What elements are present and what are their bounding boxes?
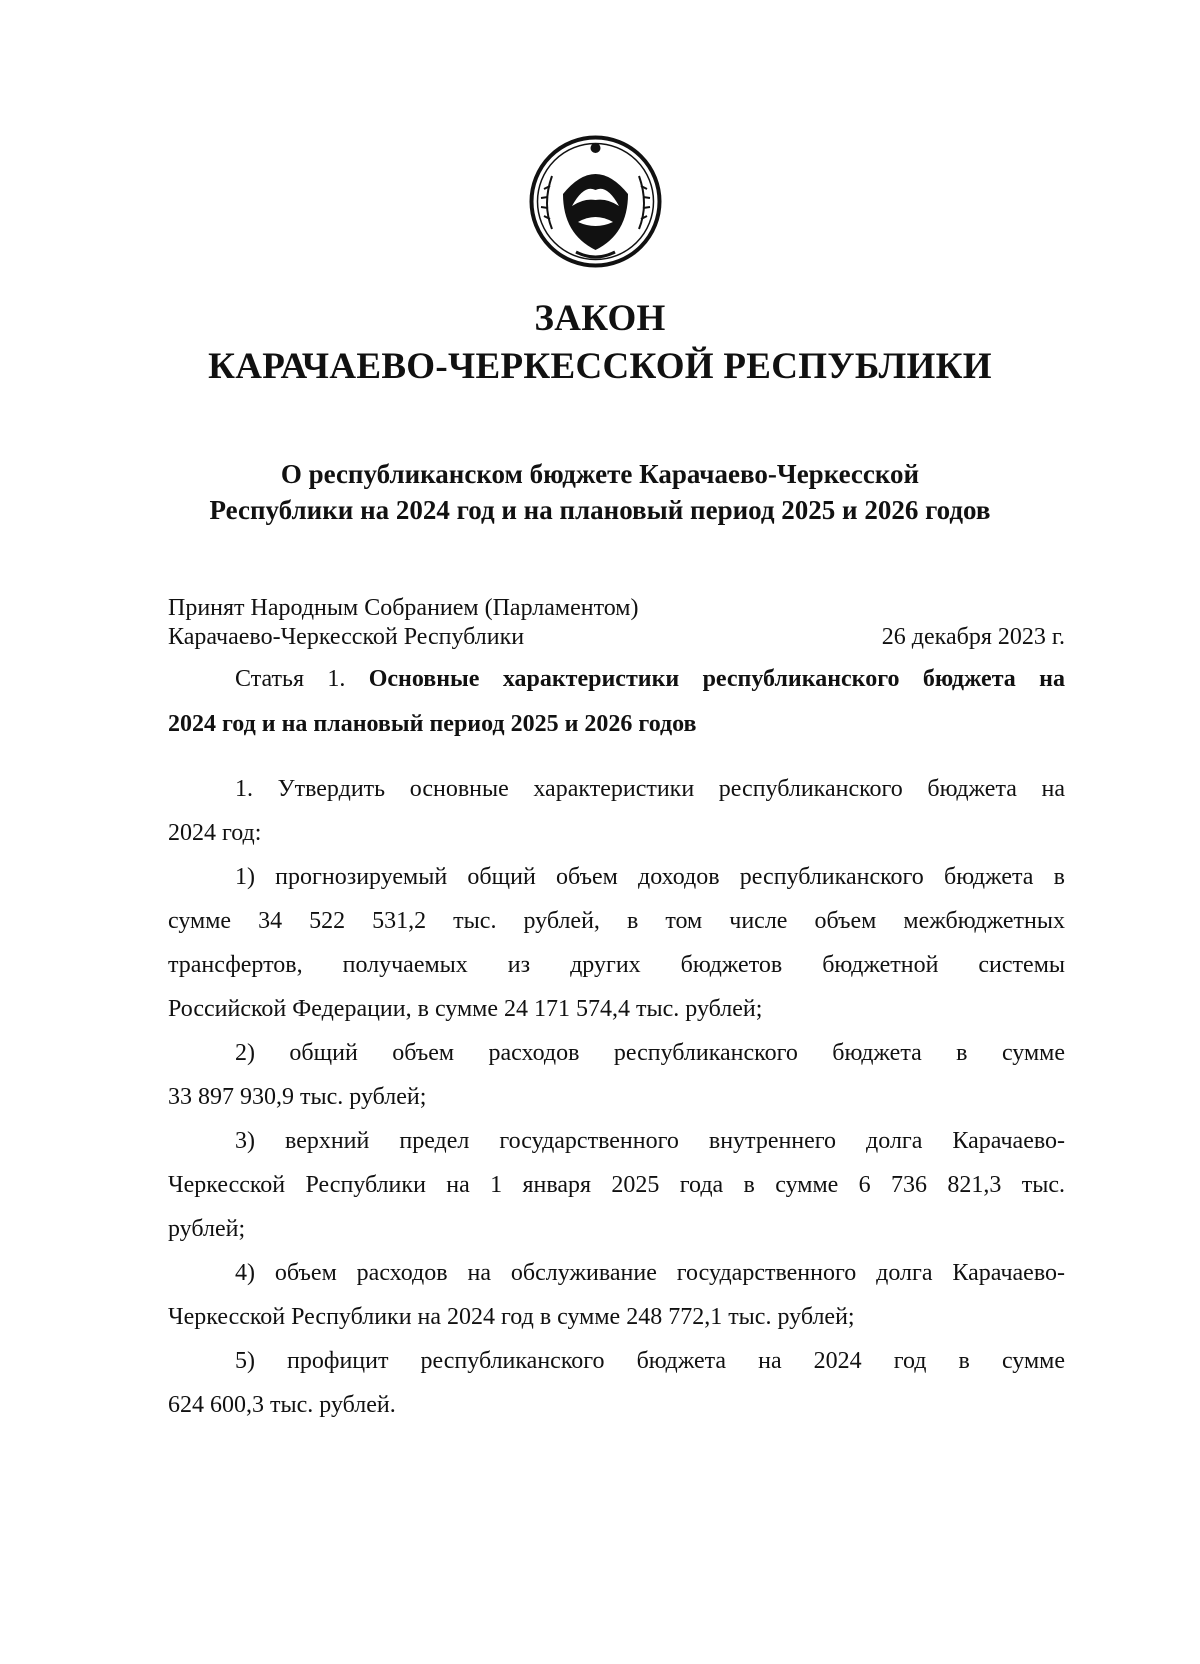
item-3-line-3: рублей; (168, 1216, 246, 1242)
adoption-date: 26 декабря 2023 г. (881, 624, 1065, 650)
item-2-line-1: 2) общий объем расходов республиканского бюджета в сумме (235, 1040, 1065, 1066)
adopted-by-line-2: Карачаево-Черкесской Республики (168, 624, 525, 650)
article-title-part-1: Основные характеристики республиканского бюджета на (368, 666, 1065, 692)
item-2-line-2: 33 897 930,9 тыс. рублей; (168, 1084, 427, 1110)
item-1-line-2: сумме 34 522 531,2 тыс. рублей, в том числе объем межбюджетных (168, 908, 1065, 934)
item-4-line-2: Черкесской Республики на 2024 год в сумме 248 772,1 тыс. рублей; (168, 1304, 855, 1330)
document-type-title: ЗАКОН (534, 298, 666, 339)
article-label: Статья 1. (235, 666, 346, 692)
adopted-by-line-1: Принят Народным Собранием (Парламентом) (168, 595, 639, 621)
item-5-line-1: 5) профицит республиканского бюджета на 2024 год в сумме (235, 1348, 1065, 1374)
article-title-part-2: 2024 год и на плановый период 2025 и 2026 годов (168, 711, 697, 737)
item-1-line-1: 1) прогнозируемый общий объем доходов республиканского бюджета в (235, 864, 1065, 890)
article-heading-line-1 (168, 664, 1065, 694)
item-1-line-4: Российской Федерации, в сумме 24 171 574,4 тыс. рублей; (168, 996, 763, 1022)
law-subject-line-1: О республиканском бюджете Карачаево-Черкесской (280, 459, 920, 489)
coat-of-arms-emblem (528, 134, 663, 269)
law-subject-line-2: Республики на 2024 год и на плановый период 2025 и 2026 годов (209, 495, 991, 525)
item-1-line-3: трансфертов, получаемых из других бюджетов бюджетной системы (168, 952, 1065, 978)
paragraph-1-line-2: 2024 год: (168, 820, 262, 846)
paragraph-1-line-1: 1. Утвердить основные характеристики республиканского бюджета на (235, 776, 1065, 802)
issuing-republic-title: КАРАЧАЕВО-ЧЕРКЕССКОЙ РЕСПУБЛИКИ (208, 346, 992, 387)
item-5-line-2: 624 600,3 тыс. рублей. (168, 1392, 396, 1418)
item-3-line-2: Черкесской Республики на 1 января 2025 года в сумме 6 736 821,3 тыс. (168, 1172, 1065, 1198)
item-4-line-1: 4) объем расходов на обслуживание государственного долга Карачаево- (235, 1260, 1065, 1286)
item-3-line-1: 3) верхний предел государственного внутреннего долга Карачаево- (235, 1128, 1065, 1154)
